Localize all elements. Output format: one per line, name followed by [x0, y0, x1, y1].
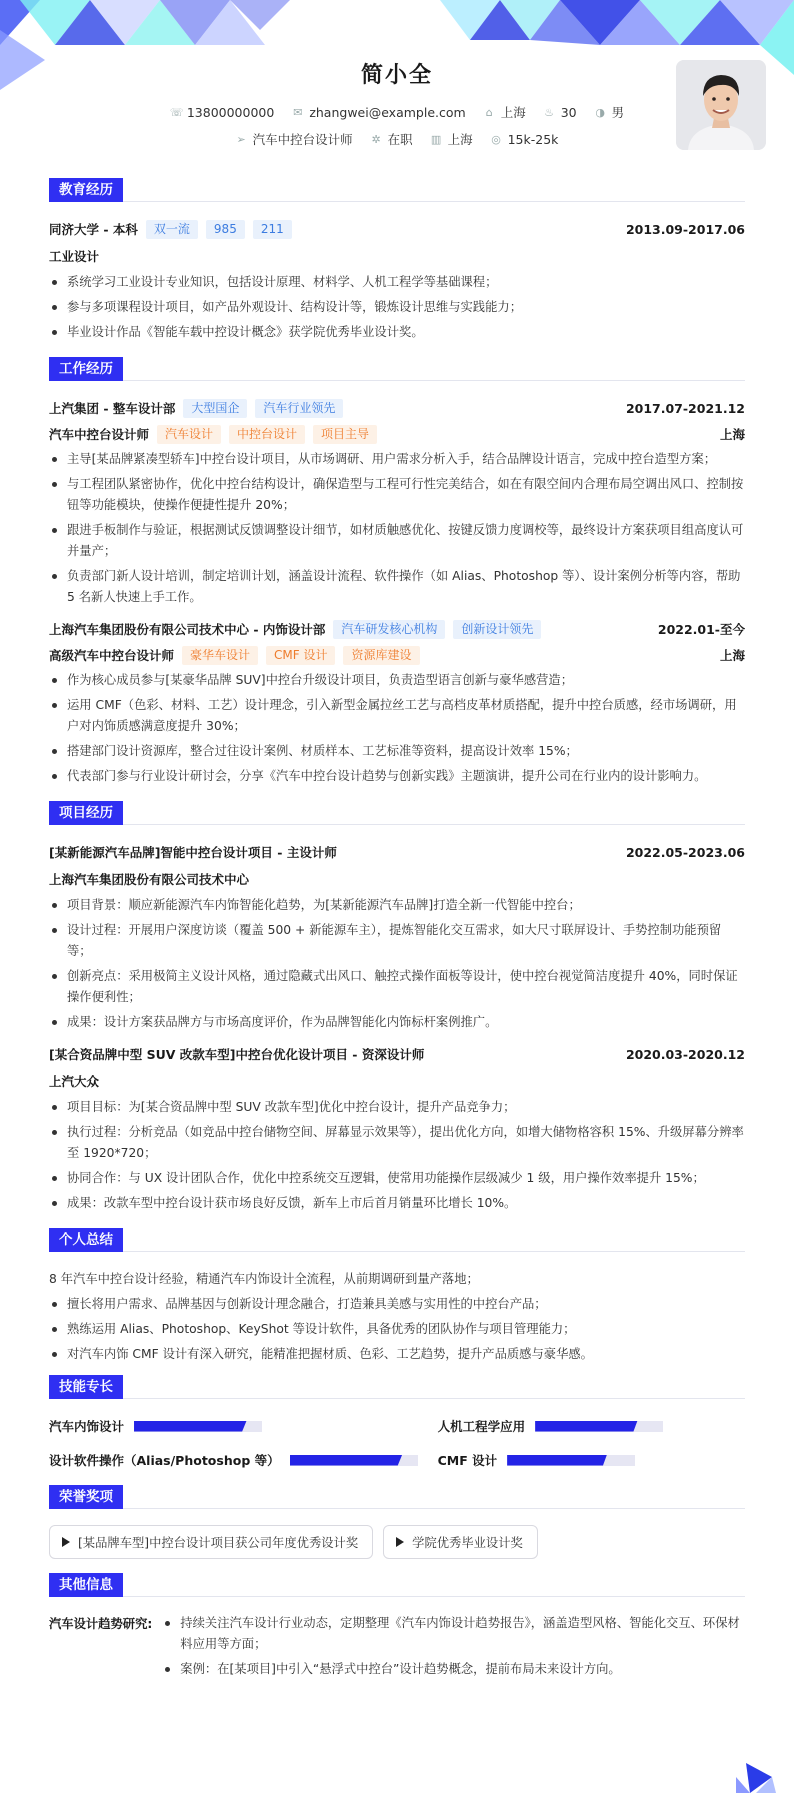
list-item: 持续关注汽车设计行业动态，定期整理《汽车内饰设计趋势报告》，涵盖造型风格、智能化交互、环保材料应用等方面；	[162, 1613, 745, 1655]
list-item: 与工程团队紧密协作，优化中控台结构设计，确保造型与工程可行性完美结合，如在有限空间内合理布局空调出风口、控制按钮等功能模块，使操作便捷性提升 20%；	[49, 474, 745, 516]
play-icon	[396, 1537, 404, 1547]
education-bullets	[49, 272, 745, 343]
skill-item	[438, 1449, 745, 1471]
major: 工业设计	[49, 249, 100, 264]
projects-title: 项目经历	[49, 801, 123, 825]
target-job-item: ➢ 汽车中控台设计师	[236, 132, 353, 147]
skill-item	[49, 1415, 418, 1437]
phone-icon: ☏	[169, 105, 184, 119]
list-item: 负责部门新人设计培训，制定培训计划，涵盖设计流程、软件操作（如 Alias、Photoshop 等）、设计案例分析等内容，帮助 5 名新人快速上手工作。	[49, 566, 745, 608]
list-item: 系统学习工业设计专业知识，包括设计原理、材料学、人机工程学等基础课程；	[49, 272, 745, 293]
list-item: 执行过程：分析竞品（如竞品中控台储物空间、屏幕显示效果等），提出优化方向，如增大储物格容积 15%、升级屏幕分辨率至 1920*720；	[49, 1122, 745, 1164]
list-item: 案例：在[某项目]中引入“悬浮式中控台”设计趋势概念，提前布局未来设计方向。	[162, 1659, 745, 1680]
email-item: ✉ zhangwei@example.com	[293, 104, 466, 120]
awards-section	[49, 1485, 745, 1559]
send-icon: ➢	[236, 132, 246, 146]
list-item: 项目目标：为[某合资品牌中型 SUV 改款车型]优化中控台设计，提升产品竞争力；	[49, 1097, 745, 1118]
work-section	[49, 357, 745, 787]
list-item: 作为核心成员参与[某豪华品牌 SUV]中控台升级设计项目，负责造型语言创新与豪华感营造；	[49, 670, 745, 691]
role-tag: 汽车设计	[157, 425, 221, 444]
play-icon	[62, 1537, 70, 1547]
skill-bar	[507, 1455, 635, 1466]
list-item: 对汽车内饰 CMF 设计有深入研究，能精准把握材质、色彩、工艺趋势，提升产品质感与豪华感。	[49, 1344, 745, 1365]
skill-fill	[134, 1421, 247, 1432]
other-section	[49, 1573, 745, 1684]
job-location: 上海	[719, 427, 745, 442]
skill-bar	[134, 1421, 262, 1432]
job-role: 汽车中控台设计师	[49, 427, 150, 442]
role-tag: 豪华车设计	[182, 646, 258, 665]
job-role: 高级汽车中控台设计师	[49, 648, 175, 663]
skill-name: 汽车内饰设计	[49, 1419, 125, 1434]
summary-intro: 8 年汽车中控台设计经验，精通汽车内饰设计全流程，从前期调研到量产落地；	[49, 1272, 479, 1286]
company-tag: 汽车研发核心机构	[333, 620, 445, 639]
education-title: 教育经历	[49, 178, 123, 202]
job-period: 2022.01-至今	[657, 622, 745, 637]
list-item: 跟进手板制作与验证，根据测试反馈调整设计细节，如材质触感优化、按键反馈力度调校等，最终设计方案获项目组高度认可并量产；	[49, 520, 745, 562]
other-label: 汽车设计趋势研究:	[49, 1617, 153, 1631]
company-name: 上海汽车集团股份有限公司技术中心 - 内饰设计部	[49, 622, 326, 637]
summary-title: 个人总结	[49, 1228, 123, 1252]
footer-decoration	[736, 1755, 776, 1795]
job-period: 2017.07-2021.12	[625, 400, 745, 416]
skill-item	[49, 1449, 418, 1471]
projects-section	[49, 801, 745, 1214]
education-section	[49, 178, 745, 343]
list-item: 创新亮点：采用极简主义设计风格，通过隐藏式出风口、触控式操作面板等设计，使中控台视觉简洁度提升 40%，同时保证操作便利性；	[49, 966, 745, 1008]
other-bullets	[162, 1613, 745, 1684]
job-bullets	[49, 670, 745, 787]
candidate-name: 简小全	[360, 63, 433, 88]
company-tag: 汽车行业领先	[255, 399, 343, 418]
project-name: [某合资品牌中型 SUV 改款车型]中控台优化设计项目 - 资深设计师	[49, 1047, 425, 1062]
list-item: 擅长将用户需求、品牌基因与创新设计理念融合，打造兼具美感与实用性的中控台产品；	[49, 1294, 745, 1315]
contact-row	[0, 103, 794, 121]
list-item: 设计过程：开展用户深度访谈（覆盖 500 + 新能源车主），提炼智能化交互需求，如大尺寸联屏设计、手势控制功能预留等；	[49, 920, 745, 962]
project-period: 2020.03-2020.12	[625, 1046, 745, 1062]
role-tag: 项目主导	[313, 425, 377, 444]
list-item: 代表部门参与行业设计研讨会，分享《汽车中控台设计趋势与创新实践》主题演讲，提升公司在行业内的设计影响力。	[49, 766, 745, 787]
role-tag: 中控台设计	[229, 425, 305, 444]
avatar	[676, 60, 766, 150]
skills-section	[49, 1375, 745, 1471]
avatar-portrait	[676, 60, 766, 150]
skill-fill	[290, 1455, 403, 1466]
cake-icon: ♨	[544, 105, 555, 119]
mail-icon: ✉	[293, 105, 303, 119]
summary-section	[49, 1228, 745, 1365]
city-item: ⌂ 上海	[485, 105, 526, 120]
project-org: 上汽大众	[49, 1074, 100, 1089]
skill-item	[438, 1415, 745, 1437]
salary-item: ◎ 15k-25k	[491, 131, 559, 147]
skills-title: 技能专长	[49, 1375, 123, 1399]
status-item: ✲ 在职	[371, 132, 413, 147]
job-bullets	[49, 449, 745, 608]
skill-fill	[507, 1455, 607, 1466]
role-tag: CMF 设计	[266, 646, 335, 665]
resume-header	[0, 0, 794, 170]
school-tag: 211	[253, 220, 292, 239]
list-item: 运用 CMF（色彩、材料、工艺）设计理念，引入新型金属拉丝工艺与高档皮革材质搭配，提升中控台质感，经市场调研，用户对内饰质感满意度提升 30%；	[49, 695, 745, 737]
list-item: 成果：设计方案获品牌方与市场高度评价，作为品牌智能化内饰标杆案例推广。	[49, 1012, 745, 1033]
school-tag: 双一流	[146, 220, 198, 239]
skill-name: CMF 设计	[437, 1453, 498, 1468]
school-name: 同济大学 - 本科	[49, 222, 138, 237]
role-tag: 资源库建设	[343, 646, 419, 665]
education-period: 2013.09-2017.06	[625, 221, 745, 237]
other-title: 其他信息	[49, 1573, 123, 1597]
school-tag: 985	[206, 220, 245, 239]
intent-row	[0, 130, 794, 148]
list-item: 协同合作：与 UX 设计团队合作，优化中控系统交互逻辑，使常用功能操作层级减少 1 级，用户操作效率提升 15%；	[49, 1168, 745, 1189]
award-item: 学院优秀毕业设计奖	[383, 1525, 538, 1559]
salary-icon: ◎	[491, 132, 501, 146]
home-icon: ⌂	[485, 105, 493, 119]
company-tag: 大型国企	[183, 399, 247, 418]
list-item: 毕业设计作品《智能车载中控设计概念》获学院优秀毕业设计奖。	[49, 322, 745, 343]
status-icon: ✲	[371, 132, 381, 146]
company-name: 上汽集团 - 整车设计部	[49, 401, 176, 416]
list-item: 参与多项课程设计项目，如产品外观设计、结构设计等，锻炼设计思维与实践能力；	[49, 297, 745, 318]
age-item: ♨ 30	[544, 104, 577, 120]
skill-name: 设计软件操作（Alias/Photoshop 等）	[49, 1453, 280, 1468]
award-item: [某品牌车型]中控台设计项目获公司年度优秀设计奖	[49, 1525, 373, 1559]
project-bullets	[49, 1097, 745, 1214]
work-title: 工作经历	[49, 357, 123, 381]
skill-fill	[535, 1421, 637, 1432]
project-name: [某新能源汽车品牌]智能中控台设计项目 - 主设计师	[49, 845, 337, 860]
list-item: 成果：改款车型中控台设计获市场良好反馈，新车上市后首月销量环比增长 10%。	[49, 1193, 745, 1214]
company-tag: 创新设计领先	[453, 620, 541, 639]
gender-icon: ◑	[595, 105, 605, 119]
skill-bar	[535, 1421, 663, 1432]
target-city-item: ▥ 上海	[430, 132, 473, 147]
list-item: 搭建部门设计资源库，整合过往设计案例、材质样本、工艺标准等资料，提高设计效率 15%；	[49, 741, 745, 762]
job-location: 上海	[719, 648, 745, 663]
skill-bar	[290, 1455, 418, 1466]
project-period: 2022.05-2023.06	[625, 844, 745, 860]
list-item: 熟练运用 Alias、Photoshop、KeyShot 等设计软件，具备优秀的团队协作与项目管理能力；	[49, 1319, 745, 1340]
awards-title: 荣誉奖项	[49, 1485, 123, 1509]
summary-bullets	[49, 1294, 745, 1365]
project-org: 上海汽车集团股份有限公司技术中心	[49, 872, 250, 887]
phone-item: ☏ 13800000000	[169, 104, 275, 120]
project-bullets	[49, 895, 745, 1033]
skills-grid	[49, 1415, 745, 1471]
skill-name: 人机工程学应用	[437, 1419, 526, 1434]
gender-item: ◑ 男	[595, 105, 625, 120]
building-icon: ▥	[430, 132, 442, 146]
list-item: 项目背景：顺应新能源汽车内饰智能化趋势，为[某新能源汽车品牌]打造全新一代智能中控台；	[49, 895, 745, 916]
list-item: 主导[某品牌紧凑型轿车]中控台设计项目，从市场调研、用户需求分析入手，结合品牌设计语言，完成中控台造型方案；	[49, 449, 745, 470]
